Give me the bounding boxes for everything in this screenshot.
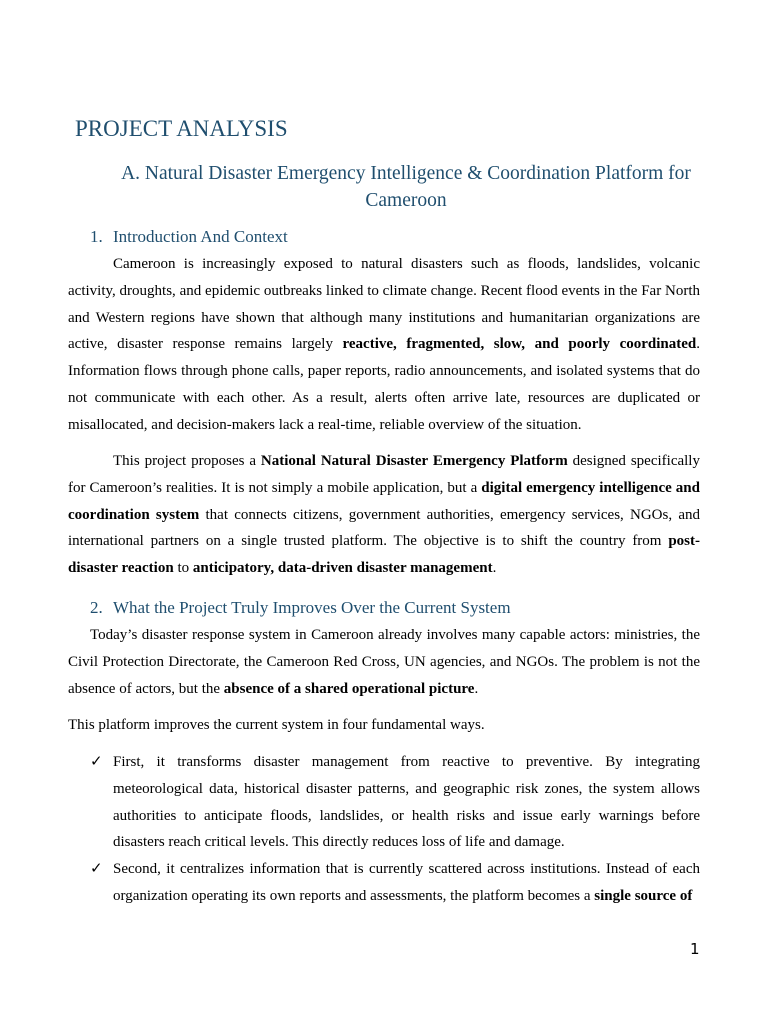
- text-run: First, it transforms disaster management from reactive to preventive. By integrating meteorological data, historical disaster patterns, and geographic risk zones, the system allows authorities to anticipate floods, landslides, or health risks and issue early warnings before disasters reach critical levels. This directly reduces loss of life and damage.: [113, 754, 700, 851]
- subtitle-line-2: Cameroon: [365, 190, 447, 211]
- bold-text-run: absence of a shared operational picture: [223, 680, 475, 697]
- text-run: . Information flows through phone calls, paper reports, radio announcements, and isolated systems that do not communicate with each other. As a result, alerts often arrive late, resources are duplicated or misallocated, and decision-makers lack a real-time, reliable overview of the situation.: [68, 336, 700, 433]
- intro-paragraph-1: [68, 251, 700, 439]
- subtitle-line-1: A. Natural Disaster Emergency Intelligence & Coordination Platform for: [121, 163, 691, 184]
- section-1-number: 1.: [90, 227, 103, 246]
- checklist-item: [68, 749, 700, 856]
- section-2-number: 2.: [90, 598, 103, 617]
- section-2-heading: [90, 597, 511, 619]
- bold-text-run: single source of: [594, 887, 693, 904]
- bold-text-run: post-disaster reaction: [68, 533, 700, 577]
- intro-paragraph-2: [68, 448, 700, 582]
- bold-text-run: reactive, fragmented, slow, and poorly coordinated: [342, 336, 697, 353]
- improvements-paragraph-1: [68, 622, 700, 702]
- text-run: Cameroon is increasingly exposed to natural disasters such as floods, landslides, volcanic activity, droughts, and epidemic outbreaks linked to climate change. Recent flood events in the Far North and Western regions have shown that although many institutions and humanitarian organizations are active, disaster response remains largely: [68, 256, 700, 353]
- text-run: This project proposes a: [113, 453, 261, 469]
- document-title: PROJECT ANALYSIS: [75, 116, 288, 141]
- bold-text-run: National Natural Disaster Emergency Platform: [260, 453, 568, 469]
- text-run: to: [173, 560, 193, 577]
- text-run: .: [474, 680, 479, 697]
- improvements-checklist: [68, 749, 700, 910]
- text-run: Second, it centralizes information that is currently scattered across institutions. Instead of each organization operating its own reports and assessments, the platform becomes a: [113, 861, 700, 904]
- project-subtitle: [68, 160, 744, 214]
- section-1-heading: [90, 226, 288, 248]
- page-number: 1: [690, 940, 700, 958]
- checkmark-icon: ✓: [90, 861, 103, 878]
- section-2-title: What the Project Truly Improves Over the Current System: [113, 598, 511, 617]
- text-run: Today’s disaster response system in Cameroon already involves many capable actors: ministries, the Civil Protection Directorate, the Cameroon Red Cross, UN agencies, and NGOs. The problem is not the absence of actors, but the: [68, 627, 700, 697]
- improvements-paragraph-2: This platform improves the current system in four fundamental ways.: [68, 717, 485, 733]
- bold-text-run: anticipatory, data-driven disaster management: [192, 560, 493, 577]
- text-run: that connects citizens, government authorities, emergency services, NGOs, and international partners on a single trusted platform. The objective is to shift the country from: [68, 506, 701, 550]
- checklist-item: [68, 856, 700, 910]
- checkmark-icon: ✓: [90, 754, 103, 770]
- bold-text-run: digital emergency intelligence and coordination system: [68, 479, 700, 523]
- text-run: designed specifically for Cameroon’s realities. It is not simply a mobile application, but a: [68, 453, 700, 496]
- text-run: .: [492, 560, 497, 577]
- section-1-title: Introduction And Context: [113, 227, 288, 246]
